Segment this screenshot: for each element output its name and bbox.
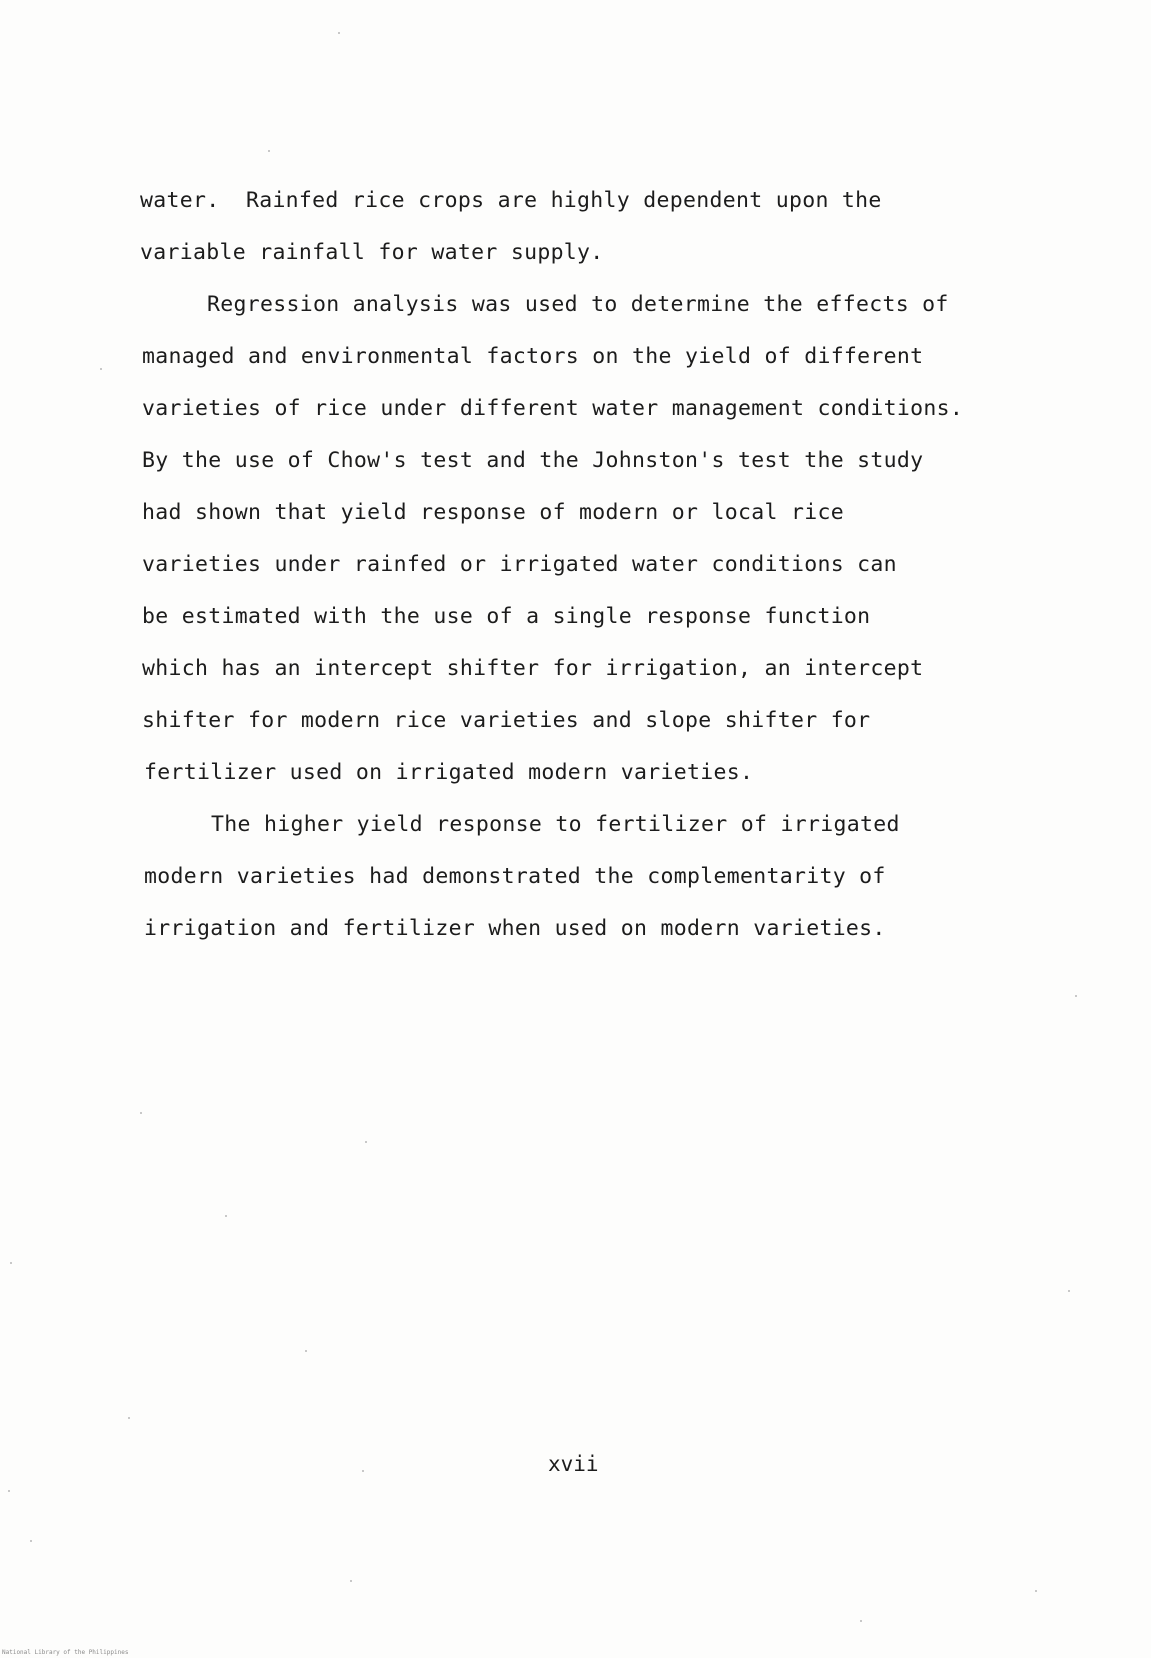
text-line: shifter for modern rice varieties and slope shifter for [142, 708, 871, 733]
text-line: water. Rainfed rice crops are highly dependent upon the [140, 188, 882, 213]
scan-speck [1035, 1590, 1037, 1592]
scan-speck [350, 1580, 352, 1582]
scan-speck [305, 1350, 307, 1352]
scan-speck [268, 150, 270, 152]
text-line: modern varieties had demonstrated the complementarity of [144, 864, 886, 889]
scan-speck [140, 1112, 142, 1114]
scan-speck [338, 32, 340, 34]
paragraph-start-line: The higher yield response to fertilizer of irrigated [211, 812, 900, 837]
text-line: variable rainfall for water supply. [140, 240, 604, 265]
text-line: which has an intercept shifter for irrigation, an intercept [142, 656, 924, 681]
scan-speck [8, 1490, 10, 1492]
scan-speck [365, 1141, 367, 1143]
text-line: By the use of Chow's test and the Johnston's test the study [142, 448, 924, 473]
scan-speck [1068, 1290, 1070, 1292]
scan-speck [860, 1620, 862, 1622]
scan-speck [100, 368, 102, 370]
scan-speck [30, 1540, 32, 1542]
text-line: varieties under rainfed or irrigated water conditions can [142, 552, 897, 577]
paragraph-start-line: Regression analysis was used to determine the effects of [207, 292, 949, 317]
scan-speck [362, 1470, 364, 1472]
text-line: managed and environmental factors on the yield of different [142, 344, 924, 369]
text-line: varieties of rice under different water management conditions. [142, 396, 964, 421]
text-line: be estimated with the use of a single response function [142, 604, 871, 629]
text-line: irrigation and fertilizer when used on modern varieties. [144, 916, 886, 941]
footer-stamp: National Library of the Philippines [2, 1649, 129, 1656]
scan-speck [128, 1417, 130, 1419]
text-line: had shown that yield response of modern or local rice [142, 500, 844, 525]
text-line: fertilizer used on irrigated modern varieties. [144, 760, 754, 785]
scan-speck [1075, 995, 1077, 997]
scan-speck [225, 1215, 227, 1217]
page-number: xvii [548, 1452, 599, 1476]
scan-speck [10, 1262, 12, 1264]
